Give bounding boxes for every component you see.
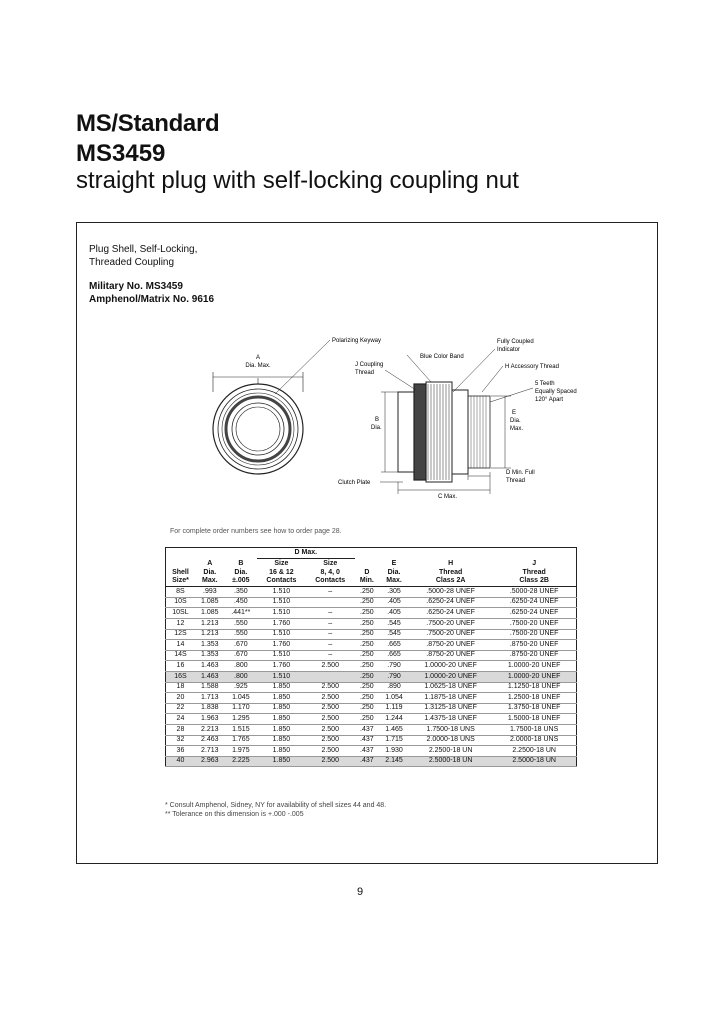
table-cell: .250 (355, 682, 379, 693)
description-line-1: Plug Shell, Self-Locking, (89, 244, 198, 255)
col-c-8-4-0: Size 8, 4, 0 Contacts (306, 559, 355, 587)
table-cell: 1.353 (195, 640, 225, 651)
e-dim-label: E (512, 410, 517, 416)
table-cell: .8750-20 UNEF (409, 650, 492, 661)
table-cell: .550 (225, 618, 257, 629)
table-cell: 2.0000-18 UNS (492, 735, 576, 746)
table-cell: .250 (355, 597, 379, 608)
table-cell: .670 (225, 650, 257, 661)
table-cell: .441** (225, 608, 257, 619)
table-cell: 2.500 (306, 693, 355, 704)
table-cell: 1.353 (195, 650, 225, 661)
part-number-title: MS3459 (76, 140, 166, 167)
table-cell: .437 (355, 756, 379, 767)
table-cell: 16 (166, 661, 195, 672)
table-cell: 1.765 (225, 735, 257, 746)
j-coupling-label: J Coupling (355, 362, 384, 368)
table-cell: .6250-24 UNEF (409, 597, 492, 608)
table-cell: 1.3750-18 UNEF (492, 703, 576, 714)
table-cell: .450 (225, 597, 257, 608)
table-cell: .790 (379, 661, 409, 672)
table-cell: 2.963 (195, 756, 225, 767)
table-cell: .790 (379, 671, 409, 682)
table-cell: 16S (166, 671, 195, 682)
table-cell: .545 (379, 629, 409, 640)
dimension-table (165, 547, 577, 767)
table-cell: 1.760 (257, 661, 306, 672)
table-cell: 1.085 (195, 608, 225, 619)
table-cell: .7500-20 UNEF (409, 629, 492, 640)
table-cell: 1.850 (257, 735, 306, 746)
table-row (166, 746, 577, 757)
j-coupling-desc: Thread (355, 370, 375, 376)
teeth-label: 5 Teeth (535, 381, 555, 387)
table-cell: 10SL (166, 608, 195, 619)
military-no: Military No. MS3459 (89, 281, 183, 292)
table-cell: – (306, 587, 355, 598)
table-cell: .6250-24 UNEF (409, 608, 492, 619)
table-cell: .550 (225, 629, 257, 640)
table-cell: 2.500 (306, 682, 355, 693)
table-cell: .437 (355, 746, 379, 757)
table-cell: 1.0625-18 UNEF (409, 682, 492, 693)
col-j: J Thread Class 2B (492, 548, 576, 587)
connector-diagram (195, 332, 675, 502)
table-cell: 1.510 (257, 671, 306, 682)
table-cell: 2.500 (306, 735, 355, 746)
table-cell: 36 (166, 746, 195, 757)
table-cell: 1.465 (379, 724, 409, 735)
table-row (166, 693, 577, 704)
table-cell: 20 (166, 693, 195, 704)
table-cell: 2.5000-18 UN (409, 756, 492, 767)
table-cell: .250 (355, 703, 379, 714)
table-cell: .405 (379, 608, 409, 619)
table-row (166, 756, 577, 767)
table-cell: .8750-20 UNEF (409, 640, 492, 651)
table-cell: 1.850 (257, 703, 306, 714)
table-cell: .250 (355, 629, 379, 640)
table-row (166, 618, 577, 629)
table-cell: 12S (166, 629, 195, 640)
table-cell: 1.760 (257, 640, 306, 651)
description-line-2: Threaded Coupling (89, 257, 175, 268)
col-a: A Dia. Max. (195, 548, 225, 587)
table-row (166, 703, 577, 714)
table-cell: 18 (166, 682, 195, 693)
table-cell: – (306, 650, 355, 661)
table-cell (306, 671, 355, 682)
table-cell: – (306, 640, 355, 651)
plug-description (89, 243, 197, 269)
table-cell: 2.463 (195, 735, 225, 746)
table-cell: 1.119 (379, 703, 409, 714)
table-cell: 1.713 (195, 693, 225, 704)
table-cell: 1.170 (225, 703, 257, 714)
table-cell: 1.963 (195, 714, 225, 725)
table-cell: .800 (225, 671, 257, 682)
table-cell: .250 (355, 693, 379, 704)
table-cell: .250 (355, 661, 379, 672)
table-cell: 1.4375-18 UNEF (409, 714, 492, 725)
table-cell: 1.0000-20 UNEF (492, 661, 576, 672)
table-cell: 2.500 (306, 661, 355, 672)
table-cell: 1.510 (257, 597, 306, 608)
table-cell: 2.145 (379, 756, 409, 767)
table-cell: 1.045 (225, 693, 257, 704)
table-row (166, 640, 577, 651)
table-cell: 2.500 (306, 714, 355, 725)
table-cell: 32 (166, 735, 195, 746)
a-dim-label: A (255, 355, 261, 361)
table-row (166, 629, 577, 640)
table-cell: 2.713 (195, 746, 225, 757)
table-cell: .437 (355, 735, 379, 746)
table-cell: 1.0000-20 UNEF (409, 661, 492, 672)
footnote-1: * Consult Amphenol, Sidney, NY for availability of shell sizes 44 and 48. (165, 802, 387, 809)
table-cell: 1.213 (195, 629, 225, 640)
table-cell: 14 (166, 640, 195, 651)
table-cell: .670 (225, 640, 257, 651)
table-row (166, 661, 577, 672)
h-thread-label: H Accessory Thread (505, 364, 559, 370)
table-cell: 1.3125-18 UNEF (409, 703, 492, 714)
table-cell: 28 (166, 724, 195, 735)
table-cell: 1.850 (257, 682, 306, 693)
clutch-plate-label: Clutch Plate (338, 480, 371, 486)
table-cell: 1.463 (195, 661, 225, 672)
table-cell: .437 (355, 724, 379, 735)
table-cell: 1.850 (257, 746, 306, 757)
table-row (166, 597, 577, 608)
spec-frame (76, 222, 658, 864)
military-numbers (89, 280, 214, 306)
table-cell: 8S (166, 587, 195, 598)
table-cell: .250 (355, 618, 379, 629)
table-cell: .350 (225, 587, 257, 598)
table-cell: 1.850 (257, 693, 306, 704)
table-cell: 1.510 (257, 608, 306, 619)
table-cell: 1.850 (257, 756, 306, 767)
table-cell: .305 (379, 587, 409, 598)
col-e: E Dia. Max. (379, 548, 409, 587)
table-cell: 1.930 (379, 746, 409, 757)
teeth-desc-1: Equally Spaced (535, 389, 577, 395)
table-cell: 2.213 (195, 724, 225, 735)
table-cell: 2.225 (225, 756, 257, 767)
table-cell: 1.510 (257, 587, 306, 598)
table-cell: 1.510 (257, 650, 306, 661)
d-dim-desc: Thread (506, 478, 526, 484)
product-subtitle: straight plug with self-locking coupling nut (76, 167, 519, 194)
table-cell: .665 (379, 640, 409, 651)
col-group-c-max: D Max. (257, 548, 355, 559)
table-cell: .800 (225, 661, 257, 672)
table-cell: .545 (379, 618, 409, 629)
table-cell: 2.500 (306, 756, 355, 767)
table-cell: .6250-24 UNEF (492, 597, 576, 608)
a-dim-desc: Dia. Max. (245, 363, 271, 369)
table-cell: – (306, 618, 355, 629)
table-cell: 1.588 (195, 682, 225, 693)
col-h: H Thread Class 2A (409, 548, 492, 587)
table-cell: 1.975 (225, 746, 257, 757)
page-number: 9 (356, 886, 364, 898)
fully-coupled-desc: Indicator (497, 347, 521, 353)
table-cell: .7500-20 UNEF (409, 618, 492, 629)
table-cell: 1.213 (195, 618, 225, 629)
table-cell: 2.2500-18 UN (409, 746, 492, 757)
table-cell: .405 (379, 597, 409, 608)
table-cell: .7500-20 UNEF (492, 629, 576, 640)
polarizing-keyway-label: Polarizing Keyway (332, 338, 382, 344)
table-cell: .5000-28 UNEF (492, 587, 576, 598)
table-cell: 2.2500-18 UN (492, 746, 576, 757)
table-row (166, 608, 577, 619)
table-cell: .8750-20 UNEF (492, 640, 576, 651)
table-cell: 1.7500-18 UNS (492, 724, 576, 735)
table-cell: 24 (166, 714, 195, 725)
table-cell: 2.0000-18 UNS (409, 735, 492, 746)
table-cell: 1.2500-18 UNEF (492, 693, 576, 704)
col-shell-size: Shell Size* (166, 548, 195, 587)
table-cell: 1.0000-20 UNEF (492, 671, 576, 682)
table-cell: 40 (166, 756, 195, 767)
table-cell: 1.760 (257, 618, 306, 629)
end-view-drawing (213, 340, 330, 474)
table-row (166, 714, 577, 725)
table-cell: 1.085 (195, 597, 225, 608)
col-b: B Dia. ±.005 (225, 548, 257, 587)
table-cell: – (306, 608, 355, 619)
col-d: D Min. (355, 548, 379, 587)
table-cell: 2.500 (306, 703, 355, 714)
table-cell: .5000-28 UNEF (409, 587, 492, 598)
table-cell: .890 (379, 682, 409, 693)
d-dim-label: D Min. Full (506, 470, 535, 476)
blue-band-label: Blue Color Band (420, 354, 464, 360)
table-cell: 1.1875-18 UNEF (409, 693, 492, 704)
table-cell: .993 (195, 587, 225, 598)
table-row (166, 735, 577, 746)
table-cell: 10S (166, 597, 195, 608)
table-cell: .8750-20 UNEF (492, 650, 576, 661)
fully-coupled-label: Fully Coupled (497, 339, 534, 345)
table-row (166, 682, 577, 693)
table-cell (306, 597, 355, 608)
table-cell: 1.5000-18 UNEF (492, 714, 576, 725)
table-cell: 1.0000-20 UNEF (409, 671, 492, 682)
table-cell: 2.500 (306, 746, 355, 757)
table-cell: .250 (355, 650, 379, 661)
table-cell: .250 (355, 587, 379, 598)
table-cell: 1.054 (379, 693, 409, 704)
table-cell: 1.850 (257, 724, 306, 735)
table-row (166, 724, 577, 735)
e-dim-max: Max. (510, 426, 524, 432)
table-cell: .250 (355, 671, 379, 682)
table-row (166, 587, 577, 598)
b-dim-desc: Dia. (371, 425, 382, 431)
table-row (166, 650, 577, 661)
table-cell: .7500-20 UNEF (492, 618, 576, 629)
table-row (166, 671, 577, 682)
table-cell: 1.295 (225, 714, 257, 725)
table-cell: 1.7500-18 UNS (409, 724, 492, 735)
table-cell: – (306, 629, 355, 640)
table-cell: 2.5000-18 UN (492, 756, 576, 767)
table-cell: 22 (166, 703, 195, 714)
table-cell: 1.244 (379, 714, 409, 725)
footnote-2: ** Tolerance on this dimension is +.000 -.005 (165, 811, 304, 818)
table-cell: .250 (355, 608, 379, 619)
table-cell: .665 (379, 650, 409, 661)
table-cell: 1.463 (195, 671, 225, 682)
table-cell: 1.1250-18 UNEF (492, 682, 576, 693)
table-cell: 1.838 (195, 703, 225, 714)
order-note: For complete order numbers see how to order page 28. (170, 528, 342, 535)
c-dim-label: C Max. (438, 494, 458, 500)
table-cell: 2.500 (306, 724, 355, 735)
table-cell: .250 (355, 714, 379, 725)
amphenol-no: Amphenol/Matrix No. 9616 (89, 294, 215, 305)
table-cell: .925 (225, 682, 257, 693)
table-cell: .250 (355, 640, 379, 651)
table-cell: 1.715 (379, 735, 409, 746)
table-cell: 12 (166, 618, 195, 629)
b-dim-label: B (375, 417, 380, 423)
table-cell: 1.510 (257, 629, 306, 640)
series-title: MS/Standard (76, 110, 220, 137)
table-cell: .6250-24 UNEF (492, 608, 576, 619)
col-c-16-12: Size 16 & 12 Contacts (257, 559, 306, 587)
teeth-desc-2: 120° Apart (535, 397, 564, 403)
e-dim-desc: Dia. (510, 418, 521, 424)
table-cell: 1.515 (225, 724, 257, 735)
table-cell: 1.850 (257, 714, 306, 725)
table-cell: 14S (166, 650, 195, 661)
